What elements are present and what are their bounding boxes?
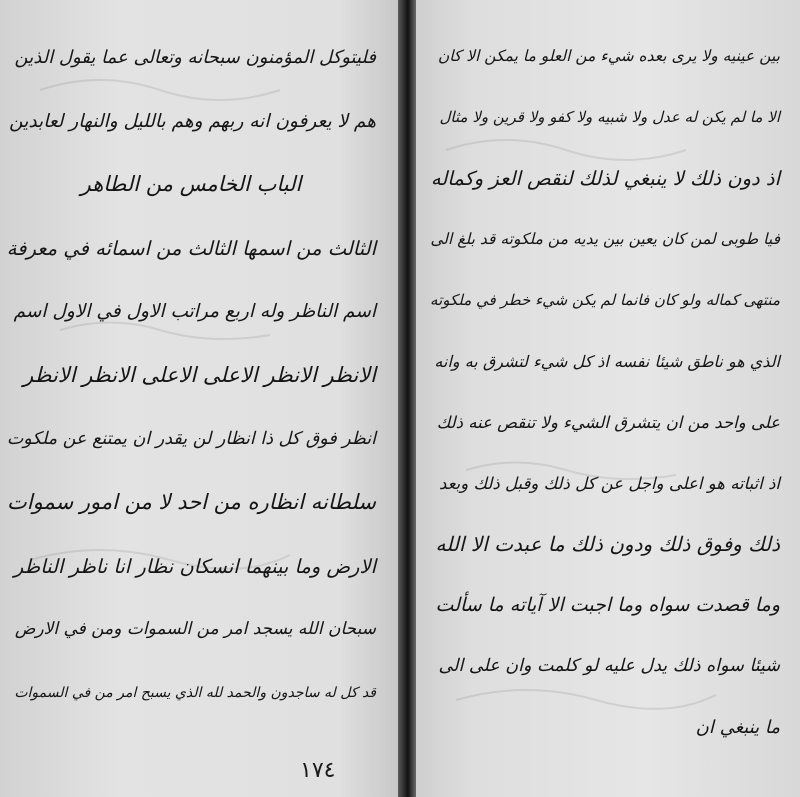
text-line: سلطانه انظاره من احد لا من امور سموات	[7, 490, 376, 515]
text-line: ذلك وفوق ذلك ودون ذلك ما عبدت الا الله	[435, 532, 780, 556]
text-line: بين عينيه ولا يرى بعده شيء من العلو ما يمكن الا كان	[437, 47, 780, 65]
text-line: شيئا سواه ذلك يدل عليه لو كلمت وان على الى	[438, 656, 780, 676]
text-line: انظر فوق كل ذا انظار لن يقدر ان يمتنع عن ملكوت	[6, 428, 376, 449]
text-line: فيا طوبى لمن كان يعين بين يديه من ملكوته قد بلغ الى	[430, 230, 780, 248]
text-line: منتهى كماله ولو كان فانما لم يكن شيء خطر في ملكوته	[430, 291, 780, 309]
book-gutter	[398, 0, 416, 797]
text-line: الا ما لم يكن له عدل ولا شبيه ولا كفو ولا قرين ولا مثال	[439, 108, 780, 126]
page-number: ١٧٤	[300, 758, 336, 783]
catchword: ما ينبغي ان	[695, 717, 780, 738]
right-page-text	[430, 26, 780, 758]
right-page	[416, 0, 800, 797]
text-line: هم لا يعرفون انه ربهم وهم بالليل والنهار لعابدين	[9, 110, 376, 132]
text-line: فليتوكل المؤمنون سبحانه وتعالى عما يقول الذين	[14, 47, 376, 68]
text-line: الارض وما بينهما انسكان نظار انا ناظر الناظر	[13, 554, 376, 578]
text-line: قد كل له ساجدون والحمد لله الذي يسبح امر من في السموات	[14, 684, 376, 701]
chapter-heading: الباب الخامس من الطاهر	[80, 172, 302, 197]
left-page-text	[6, 26, 376, 726]
text-line: سبحان الله يسجد امر من السموات ومن في الارض	[14, 619, 376, 640]
left-page	[0, 0, 398, 797]
text-line: اذ دون ذلك لا ينبغي لذلك لنقص العز وكماله	[430, 167, 780, 190]
text-line: الثالث من اسمها الثالث من اسمائه في معرفة	[6, 236, 376, 260]
text-line: اذ اثباته هو اعلى واجل عن كل ذلك وقبل ذلك وبعد	[439, 474, 780, 493]
text-line: على واحد من ان يتشرق الشيء ولا تنقص عنه ذلك	[436, 413, 780, 432]
text-line: وما قصدت سواه وما اجبت الا آياته ما سألت	[435, 594, 780, 616]
text-line: اسم الناظر وله اربع مراتب الاول في الاول اسم	[13, 301, 376, 323]
text-line: الانظر الانظر الاعلى الاعلى الانظر الانظر	[23, 362, 376, 387]
text-line: الذي هو ناطق شيئا نفسه اذ كل شيء لتشرق به وانه	[434, 352, 780, 371]
